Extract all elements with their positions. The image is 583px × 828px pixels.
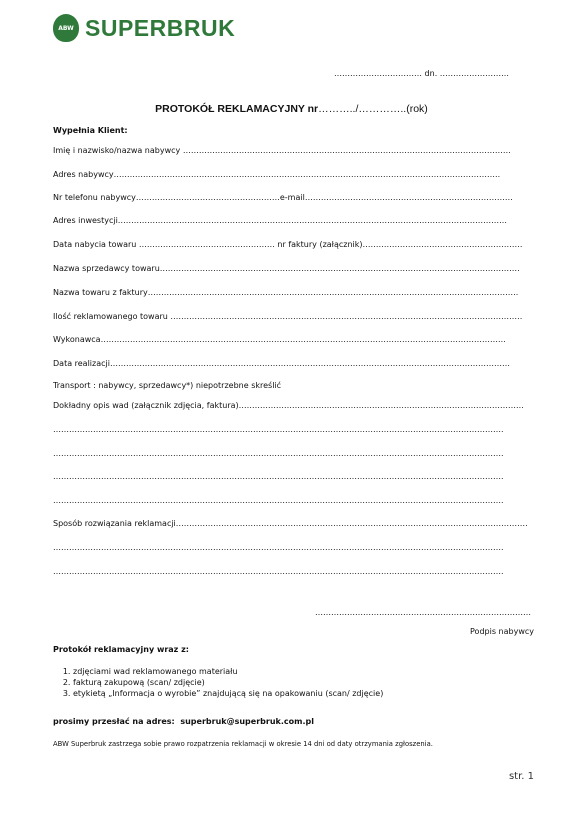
title-number-year: ………../…………..(rok) [318, 103, 428, 115]
client-section-heading: Wypełnia Klient: [53, 126, 128, 135]
blank-line: ……………………………………………………………………………………………………………………………………………………. [53, 472, 504, 481]
brand-name: SUPERBRUK [85, 14, 236, 41]
blank-line: ……………………………………………………………………………………………………………………………………………………. [53, 425, 504, 434]
document-title [0, 103, 583, 115]
logo-mark-icon: ABW [53, 14, 79, 42]
title-main: PROTOKÓŁ REKLAMACYJNY nr [155, 103, 319, 115]
field-investment-address: Adres inwestycji……………………………………………………………………………………………………………………………….. [53, 216, 507, 225]
footer-note: ABW Superbruk zastrzega sobie prawo rozpatrzenia reklamacji w okresie 14 dni od daty otrzymania zgłoszenia. [53, 740, 433, 748]
blank-line: ……………………………………………………………………………………………………………………………………………………. [53, 567, 504, 576]
field-seller-name: Nazwa sprzedawcy towaru……………………………………………………………………………………………………………………… [53, 264, 520, 273]
blank-line: ……………………………………………………………………………………………………………………………………………………. [53, 449, 504, 458]
field-quantity: Ilość reklamowanego towaru …………………………………………………………………………………………………………………… [53, 312, 523, 321]
attachments-list [57, 666, 383, 699]
blank-line: ……………………………………………………………………………………………………………………………………………………. [53, 543, 504, 552]
contact-email-link[interactable]: superbruk@superbruk.com.pl [180, 717, 314, 726]
field-purchase-date-invoice: Data nabycia towaru …………………………………………… nr faktury (załącznik)…………………………………………………… [53, 240, 523, 249]
field-contractor: Wykonawca…………………………………………………………………………………………………………………………………….. [53, 335, 506, 344]
field-buyer-name: Imię i nazwisko/nazwa nabywcy …………………………………………………………………………………………………………… [53, 146, 511, 155]
field-buyer-address: Adres nabywcy………………………………………………………………………………………………………………………………. [53, 170, 501, 179]
field-resolution-method: Sposób rozwiązania reklamacji…………………………………………………………………………………………………………………… [53, 519, 528, 528]
date-place-line: …………………………… dn. …………………….. [334, 69, 509, 78]
send-instructions [53, 717, 314, 726]
field-defect-description: Dokładny opis wad (załącznik zdjęcia, faktura)…………………………………………………………………………………………….. [53, 401, 524, 410]
field-phone-email: Nr telefonu nabywcy………………………………………………e-mail…………………………………………………………………… [53, 193, 513, 202]
list-item: 1. zdjęciami wad reklamowanego materiału [73, 666, 383, 677]
field-realization-date: Data realizacji…………………………………………………………………………………………………………………………………… [53, 359, 510, 368]
brand-logo [53, 14, 235, 42]
page-number: str. 1 [508, 771, 534, 782]
list-item: 2. fakturą zakupową (scan/ zdjęcie) [73, 677, 383, 688]
list-item: 3. etykietą „Informacja o wyrobie” znajdującą się na opakowaniu (scan/ zdjęcie) [73, 688, 383, 699]
signature-line: ……………………………………………………………………… [315, 608, 531, 617]
attachments-heading: Protokół reklamacyjny wraz z: [53, 645, 189, 654]
send-label: prosimy przesłać na adres: [53, 717, 175, 726]
blank-line: ……………………………………………………………………………………………………………………………………………………. [53, 496, 504, 505]
field-transport: Transport : nabywcy, sprzedawcy*) niepotrzebne skreślić [53, 381, 282, 390]
field-product-name: Nazwa towaru z faktury…………………………………………………………………………………………………………………………. [53, 288, 519, 297]
signature-label: Podpis nabywcy [470, 627, 534, 636]
